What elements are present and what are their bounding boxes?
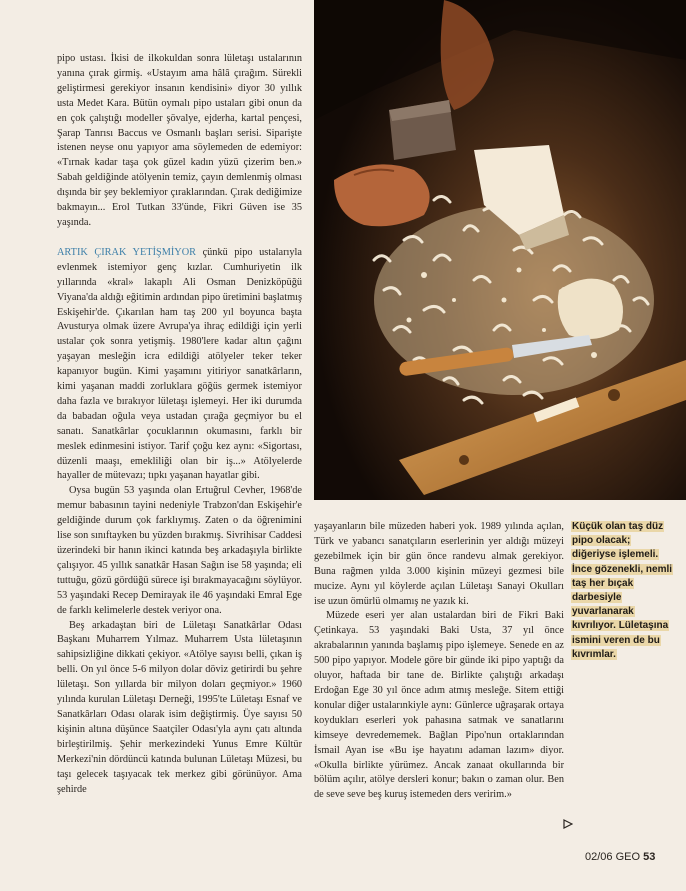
page-number: 53 xyxy=(643,851,656,863)
article-column-middle xyxy=(314,520,564,803)
issue-date: 02/06 xyxy=(585,851,613,863)
paragraph xyxy=(57,246,302,485)
paragraph: Müzede eseri yer alan ustalardan biri de Fikri Baki Çetinkaya. 53 yaşındaki Baki Usta, 37 yıl önce akrabalarının yanında başlamış pipo işlemeye. Senede en az 500 pipo yapıyor. Modele göre bir günde iki pipo yaptığı da oluyor, haftada bir tane de. Birlikte çalıştığı arkadaşı Erdoğan Ege 30 yıl önce adım atmış mesleğe. Sitem ettiği konular diğer ustalarınkiyle aynı: Günlerce uğraşarak ortaya koydukları eserleri yok pahasına satmak ve sanatlarını kimseye devredememek. Bağlan Pipo'nun ortaklarından İsmail Ayan ise «Bu işe hayatını adaman lazım» diyor. «Okulla birlikte yürümez. Ancak zanaat okullarında bir bölüm açılır, atölye dersleri konur; bakın o zaman olur. Ben de seve seve beş kuruş istemeden ders veririm.» xyxy=(314,610,564,801)
paragraph-text: çünkü pipo ustalarıyla evlenmek istemiyor genç kızlar. Cumhuriyetin ilk yıllarında «kral» lakaplı Ali Osman Denizköpüğü Viyana'da aldığı eğitimin ardından pipo üretimini başlatmış Eskişehir'de. Çıkarılan ham taş 200 yıl boyunca başta Avusturya olmak üzere Avrupa'ya ihraç edildiği için yerli ustalar çok sonra yetişmiş. 1980'lere kadar altın çağını yaşayan mesleğin icra edildiği atölyeler teker teker kapanıyor bugün. Kimi yaşamını yitiriyor sanatkârların, kimi yaşanan maddi zorluklara göğüs germek istemiyor daha fazla ve bırakıyor lületaşı işlemeyi. Her iki durumda da babadan oğula veya ustadan çırağa geçmiyor bu el sanatı. Sanatkârlar çocuklarının okumasını, farklı bir meslek edinmesini istiyor. Tarif çoğu kez aynı: «Sigortası, düzenli maaşı, emekliliği olan bir iş...» Atölyelerde hayaller de mütevazı; tıpkı yaşanan hayatlar gibi. xyxy=(57,246,302,482)
photo-caption xyxy=(571,520,675,662)
paragraph: yaşayanların bile müzeden haberi yok. 1989 yılında açılan, Türk ve yabancı sanatçıların eserlerinin yer aldığı müzeyi gezebilmek için bir gün önce randevu almak gerekiyor. Buna rağmen yılda 3.000 kişinin müzeyi gezmesi bile mucize. Aynı yıl köylerde açılan Lületaşı Sanayi Okulları ise uzun ömürlü olmamış ne yazık ki. xyxy=(314,521,564,607)
magazine-name: GEO xyxy=(615,851,641,863)
paragraph: Oysa bugün 53 yaşında olan Ertuğrul Cevher, 1968'de memur babasının tayini nedeniyle Trabzon'dan Eskişehir'e geldiğinde durum çok farklıymış. Zaten o da öğrenimini lise son sınıftayken bu yüzden bırakmış. Sivrihisar Caddesi üzerindeki bir hanın ikinci katında beş arkadaşıyla birlikte çalışıyor. 45 yıllık sanatkâr Hasan Sağın ise 58 yaşında; eli tuttuğu, gözü gördüğü sürece işi bırakmayacağını söylüyor. 53 yaşındaki Recep Demirayak ile 46 yaşındaki Emral Ege de farklı kelimelerle destek veriyor ona. xyxy=(57,485,302,616)
paragraph: Beş arkadaştan biri de Lületaşı Sanatkârlar Odası Başkanı Muharrem Yılmaz. Muharrem Usta lületaşının sahipsizliğine dikkati çekiyor. «Atölye sayısı belli, çıkan iş belli. On yıl önce 5-6 milyon dolar döviz getirirdi bu şehre lületaşı. Son yıllarda bir milyon doları geçmiyor.» 1960 yılında kurulan Lületaşı Derneği, 1995'te Lületaşı Esnaf ve Sanatkârları Odası olarak isim değiştirmiş. Üye sayısı 50 kişinin altına düşünce Saatçiler Odası'yla aynı çatı altında birleştirilmiş. Şehir merkezindeki Yunus Emre Kültür Merkezi'nin dördüncü katında bulunan Lületaşı Müzesi, bu taşı gelecek taşıyacak tek merkez gibi görünüyor. Ama şehirde xyxy=(57,619,302,795)
page-footer xyxy=(585,851,655,863)
paragraph: pipo ustası. İkisi de ilkokuldan sonra lületaşı ustalarının yanına çırak girmiş. «Ustayım ama hâlâ çırağım. Sürekli geliştirmesi gerekiyor insanın kendisini» diyor 30 yıllık usta Medet Kara. Bütün oymalı pipo ustaları gibi onun da en çok çalıştığı modeller şövalye, ejderha, kartal pençesi, Şarap Tanrısı Baccus ve Osmanlı başları serisi. Siparişte istenen neyse onu yapıyor ama söylemeden de edemiyor: «Tırnak kadar taşa çok güzel kadın yüzü çizerim ben.» Sabah geldiğinde atölyenin temiz, çayın demlenmiş olması dışında bir şey beklemiyor çıraklarından. Çırak dediğimize bakmayın... Erol Tutkan 33'ünde, Fikri Güven ise 35 yaşında. xyxy=(57,53,302,228)
end-triangle-icon xyxy=(563,819,573,829)
caption-text: Küçük olan taş düz pipo olacak; diğeriyse işlemeli. İnce gözenekli, nemli taş her bıçak darbesiyle yuvarlanarak kıvrılıyor. Lületaşına ismini veren de bu kıvrımlar. xyxy=(572,521,673,660)
meerschaum-carving-photo xyxy=(314,0,686,500)
section-lead-in: ARTIK ÇIRAK YETİŞMİYOR xyxy=(57,246,197,258)
article-column-left xyxy=(57,52,302,797)
